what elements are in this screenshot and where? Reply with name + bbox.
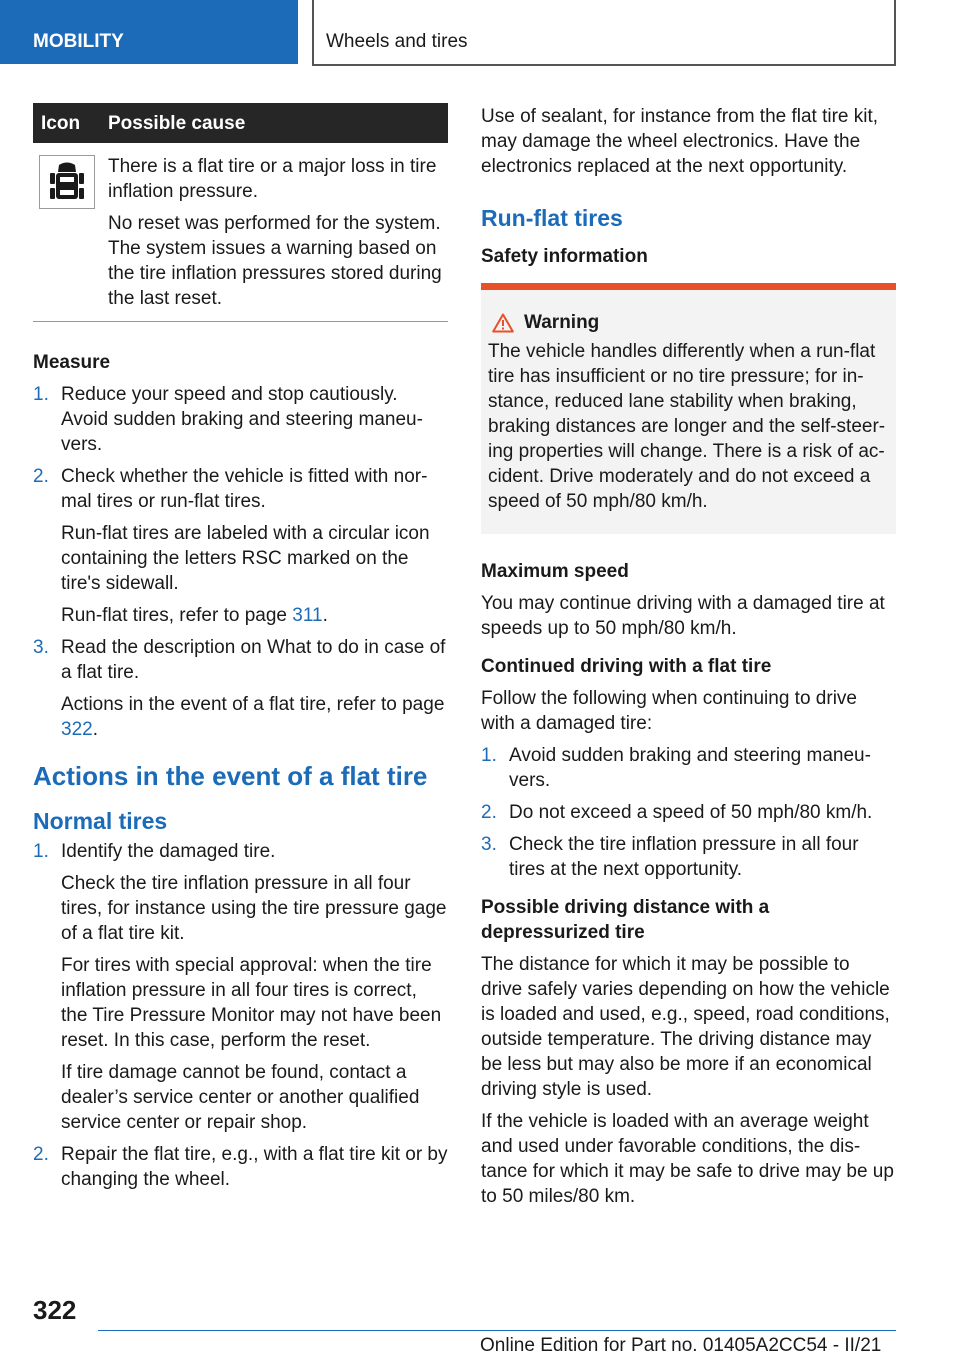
section-heading: Actions in the event of a flat tire [33,761,428,791]
cause-text: No reset was performed for the system. The system issues a warning based on the tire inflation pressures stored during the last reset. [108,213,442,309]
step-number: 3. [33,637,49,658]
step-number: 2. [481,802,497,823]
step-text: Identify the damaged tire. [61,841,276,862]
step-text: Check the tire inflation pressure in all four tires at the next opportunity. [509,834,859,880]
step-text: If tire damage cannot be found, contact a dealer’s service center or another qualified service center or repair shop. [61,1062,420,1133]
section-tab [0,0,298,64]
warning-box [481,283,896,534]
table-row [33,143,448,322]
subsection-heading: Run-flat tires [481,205,623,231]
left-column [33,103,448,1192]
list-item [33,382,448,457]
page-reference: Actions in the event of a flat tire, refer to page 322. [61,694,445,740]
warning-text: The vehicle handles differently when a run-flat tire has insufficient or no tire pressure; for instance, reduced lane stability when braking, braking distances are longer and the self-steering properties will change. There is a risk of accident. Drive moderately and do not exceed a speed of 50 mph/80 km/h. [488,341,886,512]
distance-text: The distance for which it may be possible to drive safely varies depending on how the vehicle is loaded and used, e.g., speed, road conditions, outside temperature. The driving distance may be less but may also be more if an economical driving style is used. [481,954,890,1100]
page-link-322[interactable]: 322 [61,719,93,740]
right-column [481,103,896,1209]
step-number: 2. [33,1144,49,1165]
step-text: Run-flat tires are labeled with a circular icon containing the letters RSC marked on the tire's sidewall. [61,523,430,594]
step-number: 3. [481,834,497,855]
continued-driving-heading: Continued driving with a flat tire [481,656,772,677]
list-item [33,635,448,742]
list-item [33,464,448,628]
step-text: Check the tire inflation pressure in all four tires, for instance using the tire pressure gage of a flat tire kit. [61,873,447,944]
chapter-title: Wheels and tires [326,31,468,52]
step-text: For tires with special approval: when the tire inflation pressure in all four tires is correct, the Tire Pressure Monitor may not have been reset. In this case, perform the reset. [61,955,442,1051]
step-text: Repair the flat tire, e.g., with a flat tire kit or by changing the wheel. [61,1144,448,1190]
distance-heading: Possible driving distance with a depressurized tire [481,897,770,943]
list-item [481,800,896,825]
flat-tire-section [33,760,448,1192]
list-item [481,832,896,882]
chapter-header [312,0,896,66]
step-text: Read the description on What to do in case of a flat tire. [61,637,446,683]
safety-heading: Safety information [481,246,648,267]
step-number: 1. [33,384,49,405]
max-speed-text: You may continue driving with a damaged tire at speeds up to 50 mph/80 km/h. [481,593,885,639]
step-number: 1. [481,745,497,766]
subsection-heading: Normal tires [33,808,168,834]
step-number: 2. [33,466,49,487]
list-item [33,1142,448,1192]
max-speed-heading: Maximum speed [481,561,629,582]
section-title: MOBILITY [33,31,124,52]
cause-table [33,103,448,322]
warning-title: Warning [524,312,600,333]
column-header-icon: Icon [41,112,81,134]
list-item [33,839,448,1135]
distance-text: If the vehicle is loaded with an average weight and used under favorable conditions, the distance for which it may be safe to drive may be up to 50 miles/80 km. [481,1111,894,1207]
edition-footer: Online Edition for Part no. 01405A2CC54 - II/21 [480,1335,882,1356]
cause-text: There is a flat tire or a major loss in tire inflation pressure. [108,156,437,202]
page-number: 322 [33,1295,77,1325]
tire-warning-car-icon [39,155,95,209]
measure-heading: Measure [33,352,111,373]
list-item [481,743,896,793]
step-text: Check whether the vehicle is fitted with normal tires or run-flat tires. [61,466,428,512]
continued-driving-text: Follow the following when continuing to drive with a damaged tire: [481,688,857,734]
warning-triangle-icon [492,313,514,333]
column-header-cause: Possible cause [108,112,246,134]
page-reference: Run-flat tires, refer to page 311. [61,605,328,626]
footer-divider [98,1330,896,1331]
step-number: 1. [33,841,49,862]
step-text: Do not exceed a speed of 50 mph/80 km/h. [509,802,873,823]
step-text: Avoid sudden braking and steering maneuvers. [509,745,871,791]
measure-section [33,350,448,742]
cause-table-header [33,103,448,143]
sealant-note: Use of sealant, for instance from the flat tire kit, may damage the wheel electronics. Have the electronics replaced at the next opportunity. [481,106,879,177]
step-text: Reduce your speed and stop cautiously. Avoid sudden braking and steering maneuvers. [61,384,423,455]
page-link-311[interactable]: 311 [292,605,323,626]
